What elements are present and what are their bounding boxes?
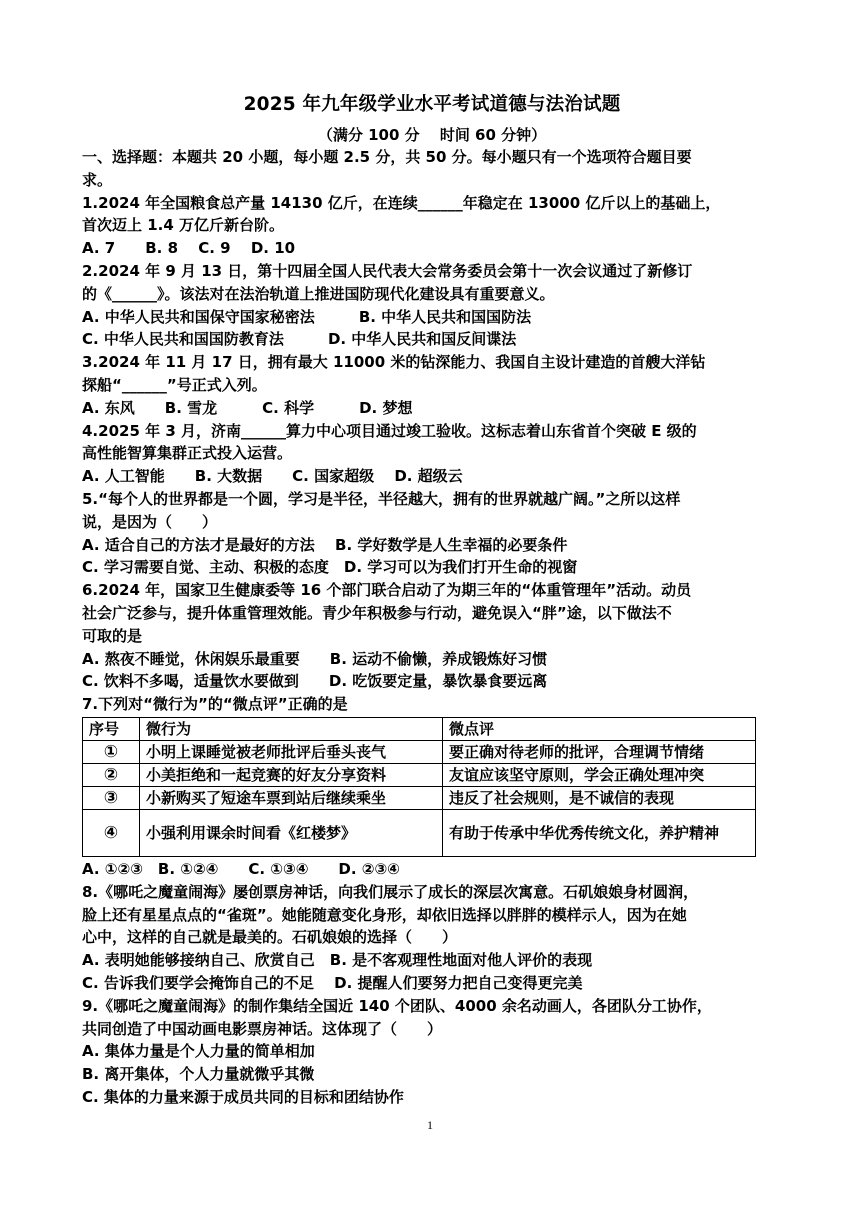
table-header: 微点评	[443, 717, 756, 740]
table-row	[83, 740, 756, 763]
question-2-options-cd	[82, 328, 782, 351]
table-header-row	[83, 717, 756, 740]
question-1: 1.2024 年全国粮食总产量 14130 亿斤，在连续______年稳定在 13000 亿斤以上的基础上，	[82, 193, 721, 212]
table-row	[83, 786, 756, 809]
question-9: 9.《哪吒之魔童闹海》的制作集结全国近 140 个团队、4000 余名动画人，各团队分工协作，	[82, 996, 712, 1015]
row-number: ③	[83, 786, 140, 809]
question-6-options-ab: A. 熬夜不睡觉，休闲娱乐最重要 B. 运动不偷懒，养成锻炼好习惯	[82, 649, 548, 668]
row-behavior: 小新购买了短途车票到站后继续乘坐	[140, 786, 443, 809]
question-2-options-ab	[82, 306, 782, 329]
question-6-cont2: 可取的是	[82, 626, 143, 645]
question-8-cont: 脸上还有星星点点的“雀斑”。她能随意变化身形，却依旧选择以胖胖的模样示人，因为在她	[82, 905, 687, 924]
exam-subtitle: （满分 100 分 时间 60 分钟）	[317, 126, 547, 144]
section-heading: 一、选择题：本题共 20 小题，每小题 2.5 分，共 50 分。每小题只有一个选项符合题目要	[82, 148, 692, 166]
row-comment: 要正确对待老师的批评，合理调节情绪	[443, 740, 756, 763]
row-comment: 有助于传承中华优秀传统文化，养护精神	[443, 809, 756, 856]
option-a: A. 中华人民共和国保守国家秘密法	[82, 307, 315, 326]
question-4: 4.2025 年 3 月，济南______算力中心项目通过竣工验收。这标志着山东省首个突破 E 级的	[82, 421, 697, 440]
page-number: 1	[427, 1118, 433, 1132]
question-7-options: A. ①②③ B. ①②④ C. ①③④ D. ②③④	[82, 859, 400, 878]
section-heading-cont: 求。	[82, 170, 113, 189]
question-8-options-ab: A. 表明她能够接纳自己、欣赏自己 B. 是不客观理性地面对他人评价的表现	[82, 951, 593, 970]
option-d: D. 中华人民共和国反间谍法	[327, 330, 517, 349]
question-3-options: A. 东风 B. 雪龙 C. 科学 D. 梦想	[82, 398, 413, 417]
question-9-option-b: B. 离开集体，个人力量就微乎其微	[82, 1065, 315, 1084]
option-b: B. 中华人民共和国国防法	[358, 307, 532, 326]
question-5-cont: 说，是因为（ ）	[82, 512, 218, 531]
question-4-cont: 高性能智算集群正式投入运营。	[82, 444, 293, 463]
row-comment: 友谊应该坚守原则，学会正确处理冲突	[443, 763, 756, 786]
question-7-table	[82, 717, 756, 857]
question-9-option-a: A. 集体力量是个人力量的简单相加	[82, 1042, 315, 1061]
question-1-options: A. 7 B. 8 C. 9 D. 10	[82, 239, 296, 258]
question-7: 7.下列对“微行为”的“微点评”正确的是	[82, 695, 348, 714]
row-behavior: 小强利用课余时间看《红楼梦》	[140, 809, 443, 856]
row-behavior: 小美拒绝和一起竞赛的好友分享资料	[140, 763, 443, 786]
question-6-options-cd: C. 饮料不多喝，适量饮水要做到 D. 吃饭要定量，暴饮暴食要远离	[82, 672, 548, 691]
exam-content	[82, 92, 782, 1109]
question-6: 6.2024 年，国家卫生健康委等 16 个部门联合启动了为期三年的“体重管理年”活动。动员	[82, 581, 692, 600]
row-behavior: 小明上课睡觉被老师批评后垂头丧气	[140, 740, 443, 763]
row-comment: 违反了社会规则，是不诚信的表现	[443, 786, 756, 809]
question-5-options-ab: A. 适合自己的方法才是最好的方法 B. 学好数学是人生幸福的必要条件	[82, 535, 568, 554]
question-1-cont: 首次迈上 1.4 万亿斤新台阶。	[82, 216, 285, 235]
row-number: ①	[83, 740, 140, 763]
question-9-cont: 共同创造了中国动画电影票房神话。这体现了（ ）	[82, 1019, 443, 1038]
exam-title: 2025 年九年级学业水平考试道德与法治试题	[243, 94, 621, 115]
table-header: 微行为	[140, 717, 443, 740]
question-4-options: A. 人工智能 B. 大数据 C. 国家超级 D. 超级云	[82, 467, 463, 486]
table-header: 序号	[83, 717, 140, 740]
row-number: ②	[83, 763, 140, 786]
question-8: 8.《哪吒之魔童闹海》屡创票房神话，向我们展示了成长的深层次寓意。石矶娘娘身材圆润，	[82, 882, 699, 901]
option-c: C. 中华人民共和国国防教育法	[82, 330, 284, 349]
question-2: 2.2024 年 9 月 13 日，第十四届全国人民代表大会常务委员会第十一次会议通过了新修订	[82, 261, 693, 280]
question-9-option-c: C. 集体的力量来源于成员共同的目标和团结协作	[82, 1087, 404, 1106]
table-row	[83, 763, 756, 786]
question-8-options-cd: C. 告诉我们要学会掩饰自己的不足 D. 提醒人们要努力把自己变得更完美	[82, 973, 583, 992]
row-number: ④	[83, 809, 140, 856]
table-row	[83, 809, 756, 856]
question-5-options-cd: C. 学习需要自觉、主动、积极的态度 D. 学习可以为我们打开生命的视窗	[82, 558, 578, 577]
question-3: 3.2024 年 11 月 17 日，拥有最大 11000 米的钻深能力、我国自主设计建造的首艘大洋钻	[82, 353, 706, 372]
question-2-cont: 的《______》。该法对在法治轨道上推进国防现代化建设具有重要意义。	[82, 284, 555, 303]
question-5: 5.“每个人的世界都是一个圆，学习是半径，半径越大，拥有的世界就越广阔。”之所以这样	[82, 489, 681, 508]
question-6-cont: 社会广泛参与，提升体重管理效能。青少年积极参与行动，避免误入“胖”途，以下做法不	[82, 603, 672, 622]
question-3-cont: 探船“______”号正式入列。	[82, 375, 267, 394]
question-8-cont2: 心中，这样的自己就是最美的。石矶娘娘的选择（ ）	[82, 928, 458, 947]
